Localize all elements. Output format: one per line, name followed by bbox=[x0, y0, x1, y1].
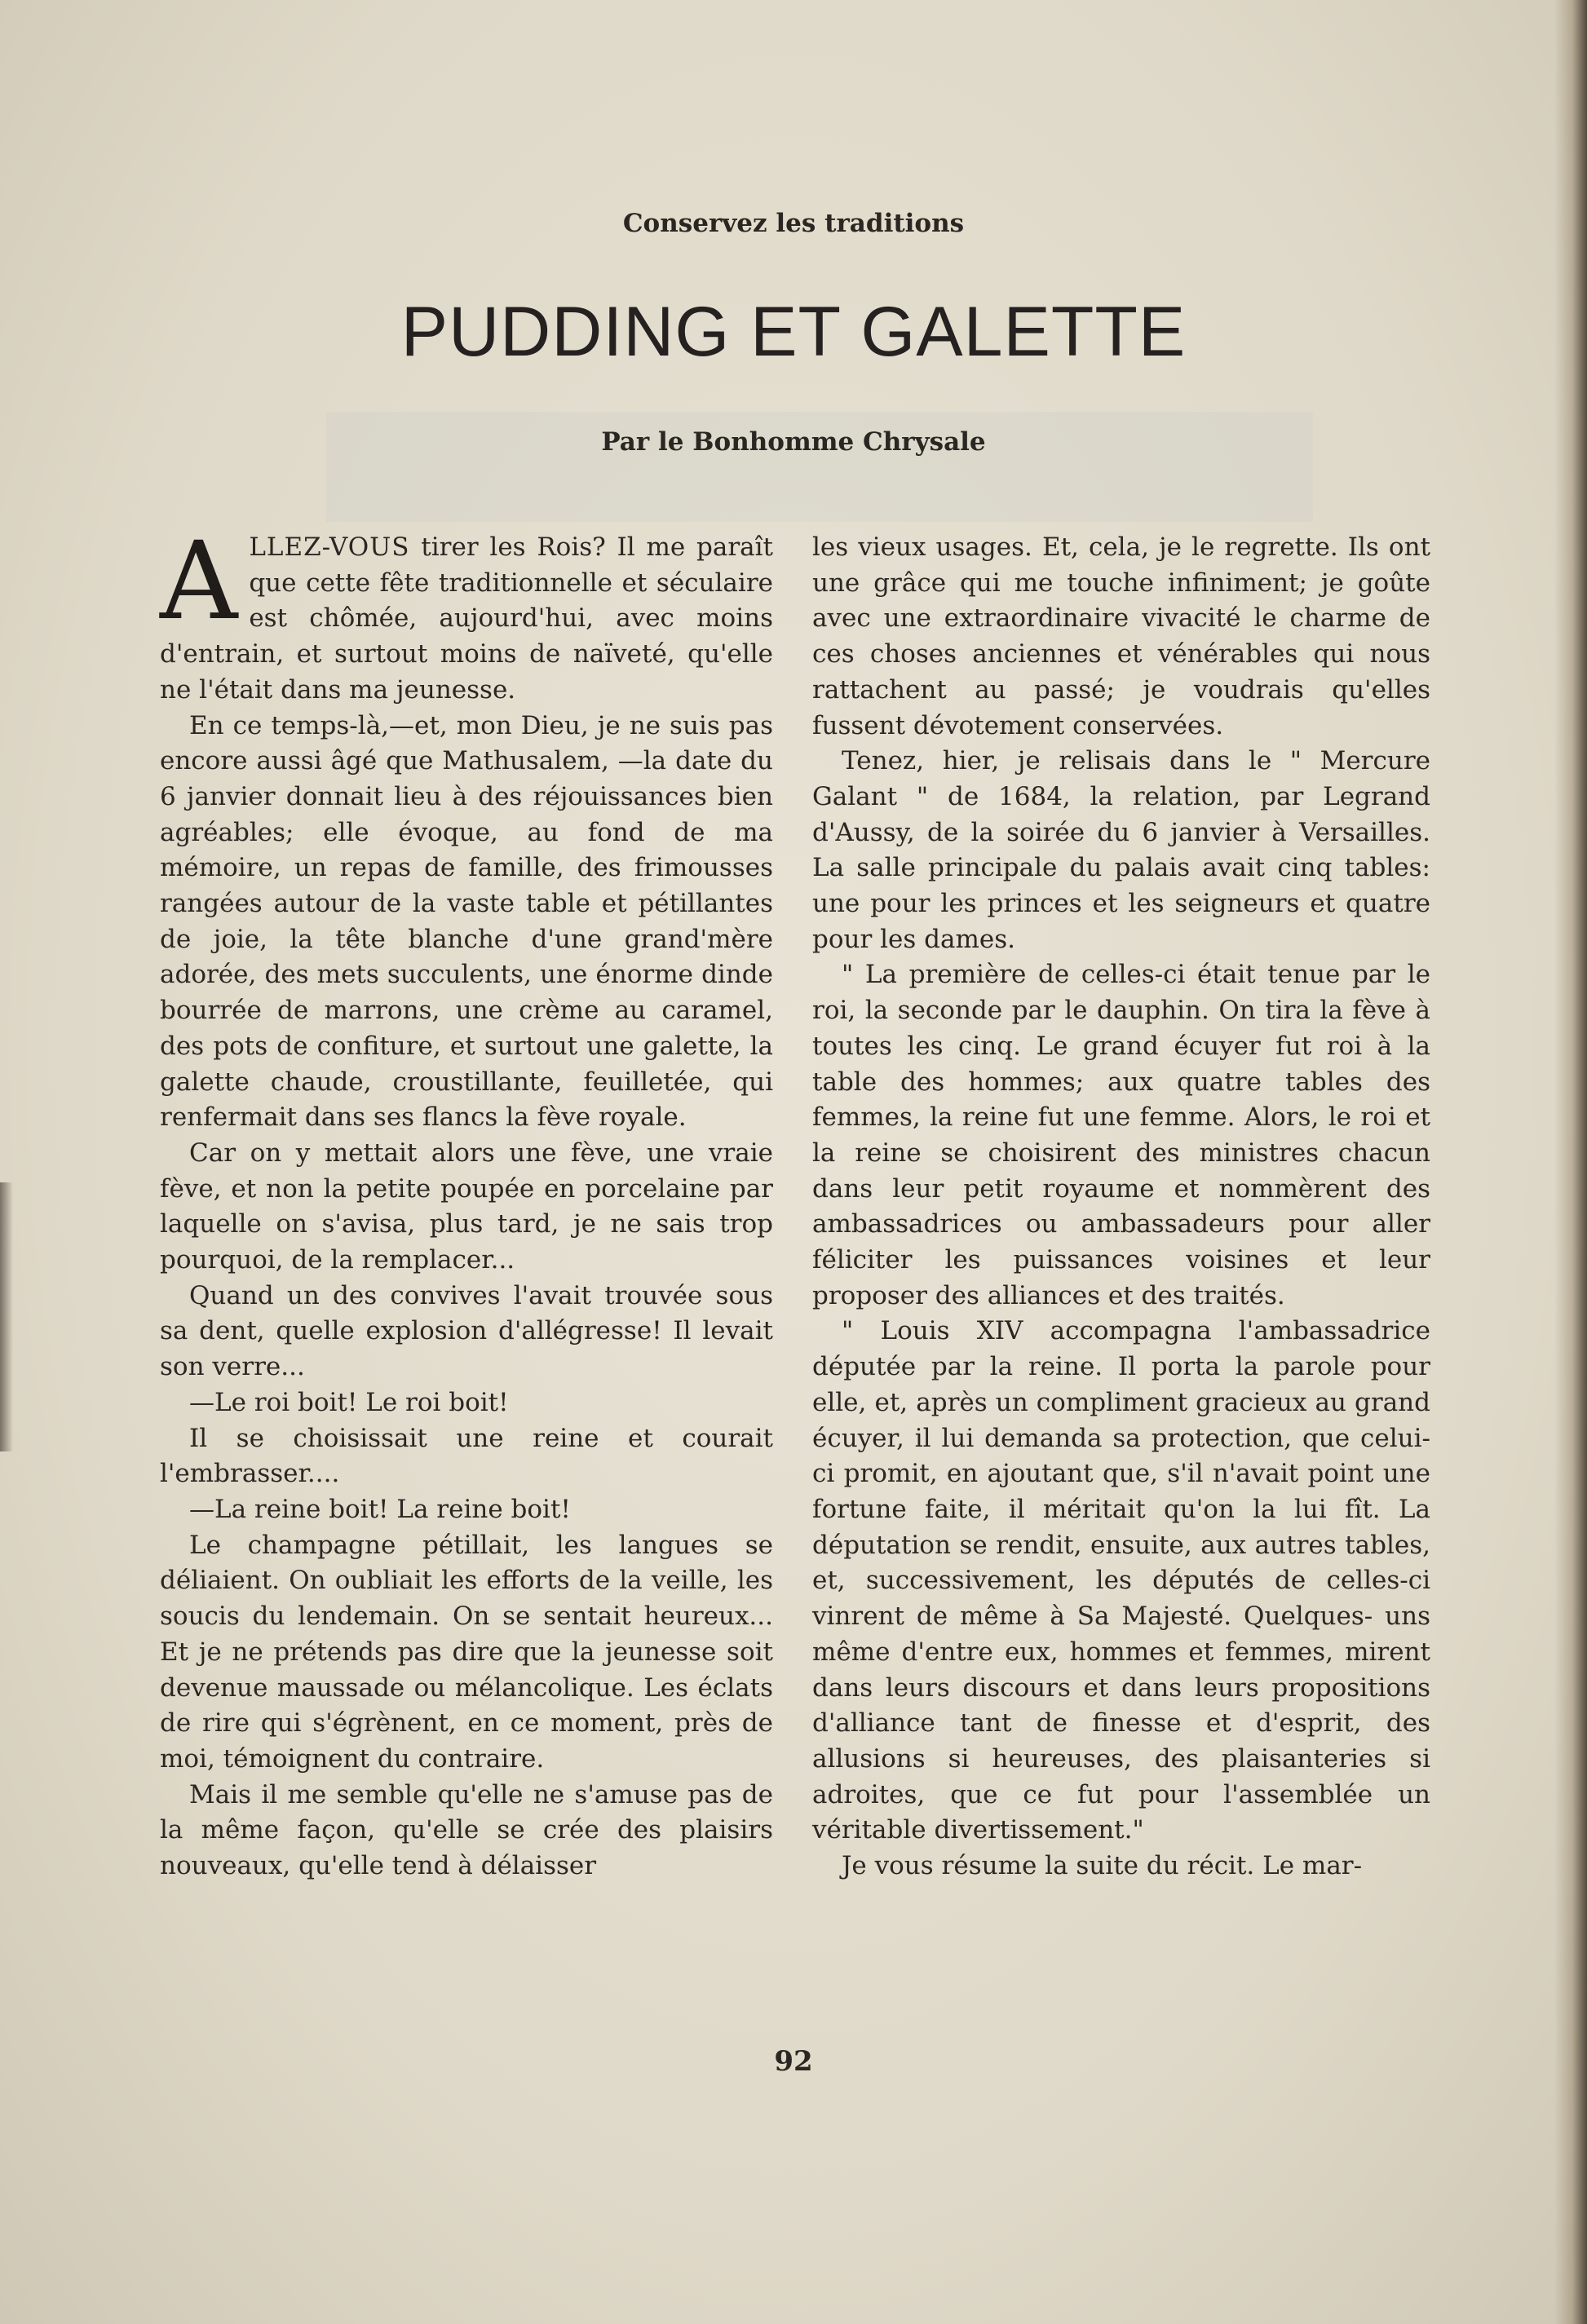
paragraph: —La reine boit! La reine boit! bbox=[189, 1494, 571, 1524]
paragraph-text: tirer les Rois? Il me paraît que cette fête traditionnelle et séculaire est chômée, aujourd'hui, avec moins d'entrain, et surtout moins de naïveté, qu'elle ne l'était dans ma jeunesse. bbox=[160, 532, 773, 705]
article-title: PUDDING ET GALETTE bbox=[400, 293, 1187, 371]
paragraph: Il se choisissait une reine et courait l'embrasser.... bbox=[160, 1423, 773, 1489]
paragraph: Tenez, hier, je relisais dans le " Mercure Galant " de 1684, la relation, par Legrand d'Aussy, de la soirée du 6 janvier à Versailles. La salle principale du palais avait cinq tables: une pour les princes et les seigneurs et quatre pour les dames. bbox=[812, 746, 1430, 954]
drop-cap: A bbox=[160, 519, 238, 644]
paragraph bbox=[160, 519, 773, 709]
paragraph: " Louis XIV accompagna l'ambassadrice députée par la reine. Il porta la parole pour elle, et, après un compliment gracieux au grand écuyer, il lui demanda sa protection, que celui-ci promit, en ajoutant que, s'il n'avait point une fortune faite, il méritait qu'on la lui fît. La députation se rendit, ensuite, aux autres tables, et, successivement, les députés de celles-ci vinrent de même à Sa Majesté. Quelques- uns même d'entre eux, hommes et femmes, mirent dans leurs discours et dans leurs propositions d'alliance tant de finesse et d'esprit, des allusions si heureuses, des plaisanteries si adroites, que ce fut pour l'assemblée un véritable divertissement." bbox=[812, 1316, 1430, 1845]
page-edge-shadow bbox=[0, 1182, 13, 1451]
paragraph: Je vous résume la suite du récit. Le mar- bbox=[842, 1851, 1363, 1881]
paragraph: —Le roi boit! Le roi boit! bbox=[189, 1387, 509, 1417]
paragraph: Quand un des convives l'avait trouvée sous sa dent, quelle explosion d'allégresse! Il levait son verre... bbox=[160, 1280, 773, 1382]
paragraph: Car on y mettait alors une fève, une vraie fève, et non la petite poupée en porcelaine par laquelle on s'avisa, plus tard, je ne sais trop pourquoi, de la remplacer... bbox=[160, 1138, 773, 1275]
article-byline: Par le Bonhomme Chrysale bbox=[601, 427, 986, 457]
lead-smallcaps: LLEZ-VOUS bbox=[249, 532, 410, 562]
paragraph: " La première de celles-ci était tenue par le roi, la seconde par le dauphin. On tira la fève à toutes les cinq. Le grand écuyer fut roi à la table des hommes; aux quatre tables des femmes, la reine fut une femme. Alors, le roi et la reine se choisirent des ministres chacun dans leur petit royaume et nommèrent des ambassadrices ou ambassadeurs pour aller féliciter les puissances voisines et leur proposer des alliances et des traités. bbox=[812, 960, 1430, 1310]
paragraph: Mais il me semble qu'elle ne s'amuse pas de la même façon, qu'elle se crée des plaisirs nouveaux, qu'elle tend à délaisser bbox=[160, 1779, 773, 1881]
paragraph: les vieux usages. Et, cela, je le regrette. Ils ont une grâce qui me touche infiniment; je goûte avec une extraordinaire vivacité le charme de ces choses anciennes et vénérables qui nous rattachent au passé; je voudrais qu'elles fussent dévotement conservées. bbox=[812, 532, 1430, 740]
page-number: 92 bbox=[774, 2045, 813, 2078]
paragraph: En ce temps-là,—et, mon Dieu, je ne suis pas encore aussi âgé que Mathusalem, —la date du 6 janvier donnait lieu à des réjouissances bien agréables; elle évoque, au fond de ma mémoire, un repas de famille, des frimousses rangées autour de la vaste table et pétillantes de joie, la tête blanche d'une grand'mère adorée, des mets succulents, une énorme dinde bourrée de marrons, une crème au caramel, des pots de confiture, et surtout une galette, la galette chaude, croustillante, feuilletée, qui renfermait dans ses flancs la fève royale. bbox=[160, 710, 773, 1133]
right-column bbox=[812, 530, 1430, 1884]
left-column bbox=[160, 519, 773, 1884]
paragraph: Le champagne pétillait, les langues se déliaient. On oubliait les efforts de la veille, les soucis du lendemain. On se sentait heureux... Et je ne prétends pas dire que la jeunesse soit devenue maussade ou mélancolique. Les éclats de rire qui s'égrènent, en ce moment, près de moi, témoignent du contraire. bbox=[160, 1530, 773, 1774]
section-kicker: Conservez les traditions bbox=[622, 209, 965, 238]
